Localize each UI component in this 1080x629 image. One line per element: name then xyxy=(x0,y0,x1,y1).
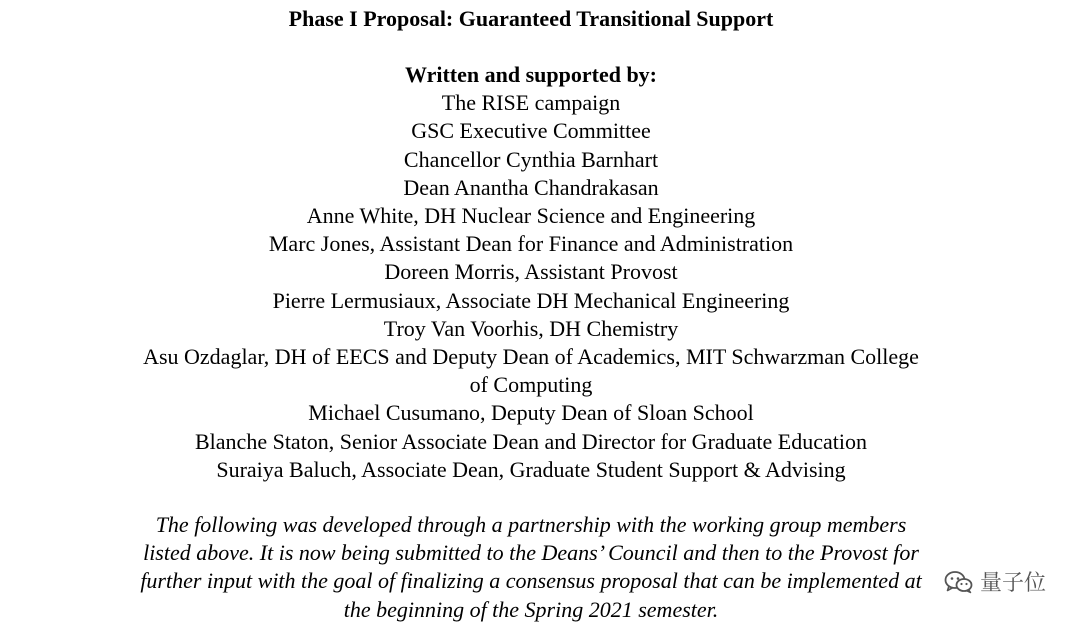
supporter-line: Chancellor Cynthia Barnhart xyxy=(403,146,659,172)
supporters-list xyxy=(0,61,1062,484)
note-line: The following was developed through a partnership with the working group members xyxy=(155,512,907,537)
note-line: the beginning of the Spring 2021 semester. xyxy=(343,596,719,622)
supporter-line: Pierre Lermusiaux, Associate DH Mechanical Engineering xyxy=(272,287,790,313)
supporter-line: Suraiya Baluch, Associate Dean, Graduate Student Support & Advising xyxy=(216,456,846,482)
supporter-line: Michael Cusumano, Deputy Dean of Sloan School xyxy=(308,400,754,426)
document-title: Phase I Proposal: Guaranteed Transitional Support xyxy=(288,6,774,31)
supporter-line: Blanche Staton, Senior Associate Dean and Director for Graduate Education xyxy=(195,428,867,454)
watermark-text: 量子位 xyxy=(979,571,1046,596)
wechat-icon xyxy=(944,570,974,594)
note-line: listed above. It is now being submitted to the Deans’ Council and then to the Provost for xyxy=(143,540,919,566)
supporter-line: Dean Anantha Chandrakasan xyxy=(403,174,659,200)
supporters-heading: Written and supported by: xyxy=(404,62,658,87)
note-line: further input with the goal of finalizing a consensus proposal that can be implemented at xyxy=(140,568,922,594)
supporter-line: Anne White, DH Nuclear Science and Engineering xyxy=(306,203,756,229)
supporter-line: GSC Executive Committee xyxy=(411,118,651,144)
supporter-line: Asu Ozdaglar, DH of EECS and Deputy Dean of Academics, MIT Schwarzman College xyxy=(143,344,919,370)
supporter-line: Doreen Morris, Assistant Provost xyxy=(384,259,678,285)
watermark xyxy=(940,566,1050,597)
supporter-line: Troy Van Voorhis, DH Chemistry xyxy=(383,315,679,341)
supporter-line: The RISE campaign xyxy=(441,90,621,116)
supporter-line: of Computing xyxy=(469,372,593,398)
submission-note xyxy=(0,511,1062,624)
supporter-line: Marc Jones, Assistant Dean for Finance and Administration xyxy=(268,231,794,257)
